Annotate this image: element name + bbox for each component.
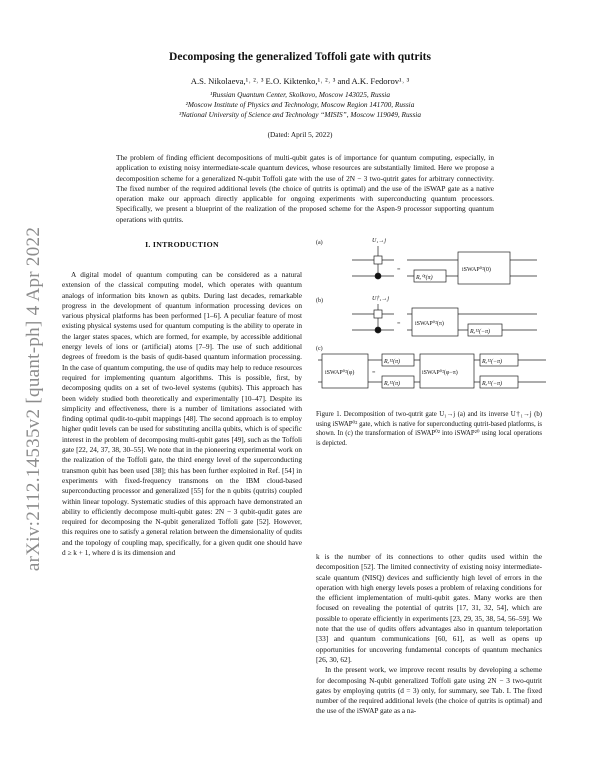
section-heading: I. INTRODUCTION: [145, 240, 219, 249]
svg-text:Rₓ¹²(π): Rₓ¹²(π): [384, 359, 400, 365]
svg-text:=: =: [372, 370, 376, 376]
svg-text:Rₓ¹²(−π): Rₓ¹²(−π): [482, 381, 503, 387]
iswap-zero-label: iSWAP⁰²(0): [462, 267, 491, 273]
intro-right-column: [316, 552, 542, 717]
affiliation-2: ²Moscow Institute of Physics and Technology, Moscow Region 141700, Russia: [185, 100, 415, 109]
panel-label-a: (a): [316, 240, 323, 246]
intro-left-column: A digital model of quantum computing can be considered as a natural extension of the classical computing model, which operates with quantum analogs of information bits known as qubits. During last decades, remarkable progress in the development of quantum information processing devices on various physical platforms has been performed [1–6]. A peculiar feature of most existing physical systems used for quantum computing is the ability to operate in the larger states spaces, which are formed, for example, by accessible additional energy levels of ions or (artificial) atoms [7–9]. The use of such additional degrees of freedom is the basis of qudit-based quantum information processing. In the case of quantum computing, the use of qudits may help to reduce resources required for implementing quantum algorithms. This is possible, first, by decomposing qudits on a set of two-level systems (qubits). This approach has been widely studied both theoretically and experimentally [10–47]. Despite its simplicity and effectiveness, there is a number of limitations associated with finding optimal qudit-to-qubit mappings [48]. The second approach is to employ higher qudit levels can be used for substituting ancilla qubits, which is of specific interest in the problem of decomposing multi-qubit gates [49], such as the Toffoli gate [22, 24, 37, 38, 30–55]. We note that in the pioneering experimental work on the realization of the Toffoli gate, the third energy level of the superconducting transmon qubit has been used [38]; this has been further exploited in Ref. [54] in experiments with fixed-frequency transmons on the IBM cloud-based superconducting processor and generalized [55] for the n qubits (qutrits) coupled within linear topology. Systematic studies of this approach have demonstrated an ability to efficiently decompose multi-qubit gates: 2N − 3 qubit-qudit gates are required for decomposing the N-qubit generalized Toffoli gate [52]. However, this requires one to satisfy a general relation between the dimensionality of qudits and the topology of coupling map, specifically, for a given qudit one should have d ≥ k + 1, where d is its dimension and: [62, 270, 302, 558]
intro-right-paragraph-2: In the present work, we improve recent results by developing a scheme for decomposing N-qubit generalized Toffoli gate using 2N − 3 two-qutrit gates by employing qutrits (d = 3) only, for summary, see Tab. I. The fixed number of the required additional levels (the choice of qutrits is optimal) and the use of the iSWAP gate as a na-: [316, 665, 542, 716]
svg-text:iSWAP⁰²(φ): iSWAP⁰²(φ): [325, 370, 355, 376]
affiliation-1: ¹Russian Quantum Center, Skolkovo, Moscow 143025, Russia: [210, 90, 390, 99]
paper-title: Decomposing the generalized Toffoli gate with qutrits: [169, 51, 431, 63]
svg-text:=: =: [397, 321, 401, 327]
dated-line: (Dated: April 5, 2022): [267, 130, 333, 139]
equals-sign: =: [397, 267, 401, 273]
author-list: A.S. Nikolaeva,¹˒ ²˒ ³ E.O. Kiktenko,¹˒ ²˒ ³ and A.K. Fedorov¹˒ ³: [190, 76, 410, 86]
circuit-diagram: [312, 232, 548, 404]
arxiv-identifier: arXiv:2112.14535v2 [quant-ph] 4 Apr 2022: [23, 226, 44, 572]
panel-label-c: (c): [316, 346, 323, 352]
box-gate: [374, 256, 382, 264]
abstract: The problem of finding efficient decompositions of multi-qubit gates is of importance for quantum computing, especially, in application to existing noisy intermediate-scale quantum devices, whose resources are substantially limited. Here we propose a decomposition scheme for a generalized N-qubit Toffoli gate with the use of 2N − 3 two-qutrit gates for arbitrary connectivity. The fixed number of the required additional levels (the choice of qutrits is optimal) and the use of the iSWAP gate as a native operation make our approach directly applicable for ongoing experiments with superconducting quantum processors. Specifically, we present a blueprint of the realization of the proposed scheme for the Aspen-9 processor supporting quantum operations with qutrits.: [116, 153, 494, 224]
intro-right-paragraph-1: k is the number of its connections to other qudits used within the decomposition [52]. The limited connectivity of existing noisy intermediate-scale quantum (NISQ) devices and sufficiently high level of errors in the operation with high energy levels poses a problem of relaxing conditions for the efficient implementation of multi-qubit gates. Many works are then focused on revealing the potential of qutrits [17, 31, 32, 54], which are possible to operate efficiently in experiments [23, 29, 35, 38, 54, 56–59]. We note that the use of qudits offers advantages also in quantum teleportation [33] and quantum communications [60, 61], as well as opens up opportunities for uncovering fundamental concepts of quantum mechanics [26, 30, 62].: [316, 552, 542, 664]
affiliation-3: ³National University of Science and Technology “MISIS”, Moscow 119049, Russia: [179, 110, 421, 119]
figure-caption: Figure 1. Decomposition of two-qutrit gate U₁→j (a) and its inverse U†₁→j (b) using iSWAP⁰² gate, which is native for superconducting qutrit-based platforms, is shown. In (c) the transformation of iSWAP⁰² into iSWAP²⁰ using local operations is depicted.: [316, 411, 542, 447]
figure-1: [312, 232, 548, 404]
svg-text:Rₓ¹²(−π): Rₓ¹²(−π): [470, 329, 491, 335]
svg-text:iSWAP⁰²(φ−π): iSWAP⁰²(φ−π): [422, 370, 458, 376]
u-label-a: U₁→j: [372, 238, 387, 244]
panel-label-b: (b): [316, 298, 323, 304]
rx-pi-label: Rₓ⁰¹(π): [416, 275, 433, 281]
u-label-b: U†₁→j: [372, 296, 390, 302]
svg-text:Rₓ¹²(−π): Rₓ¹²(−π): [482, 359, 503, 365]
svg-text:iSWAP⁰²(π): iSWAP⁰²(π): [415, 321, 444, 327]
svg-text:Rₓ¹²(π): Rₓ¹²(π): [384, 381, 400, 387]
